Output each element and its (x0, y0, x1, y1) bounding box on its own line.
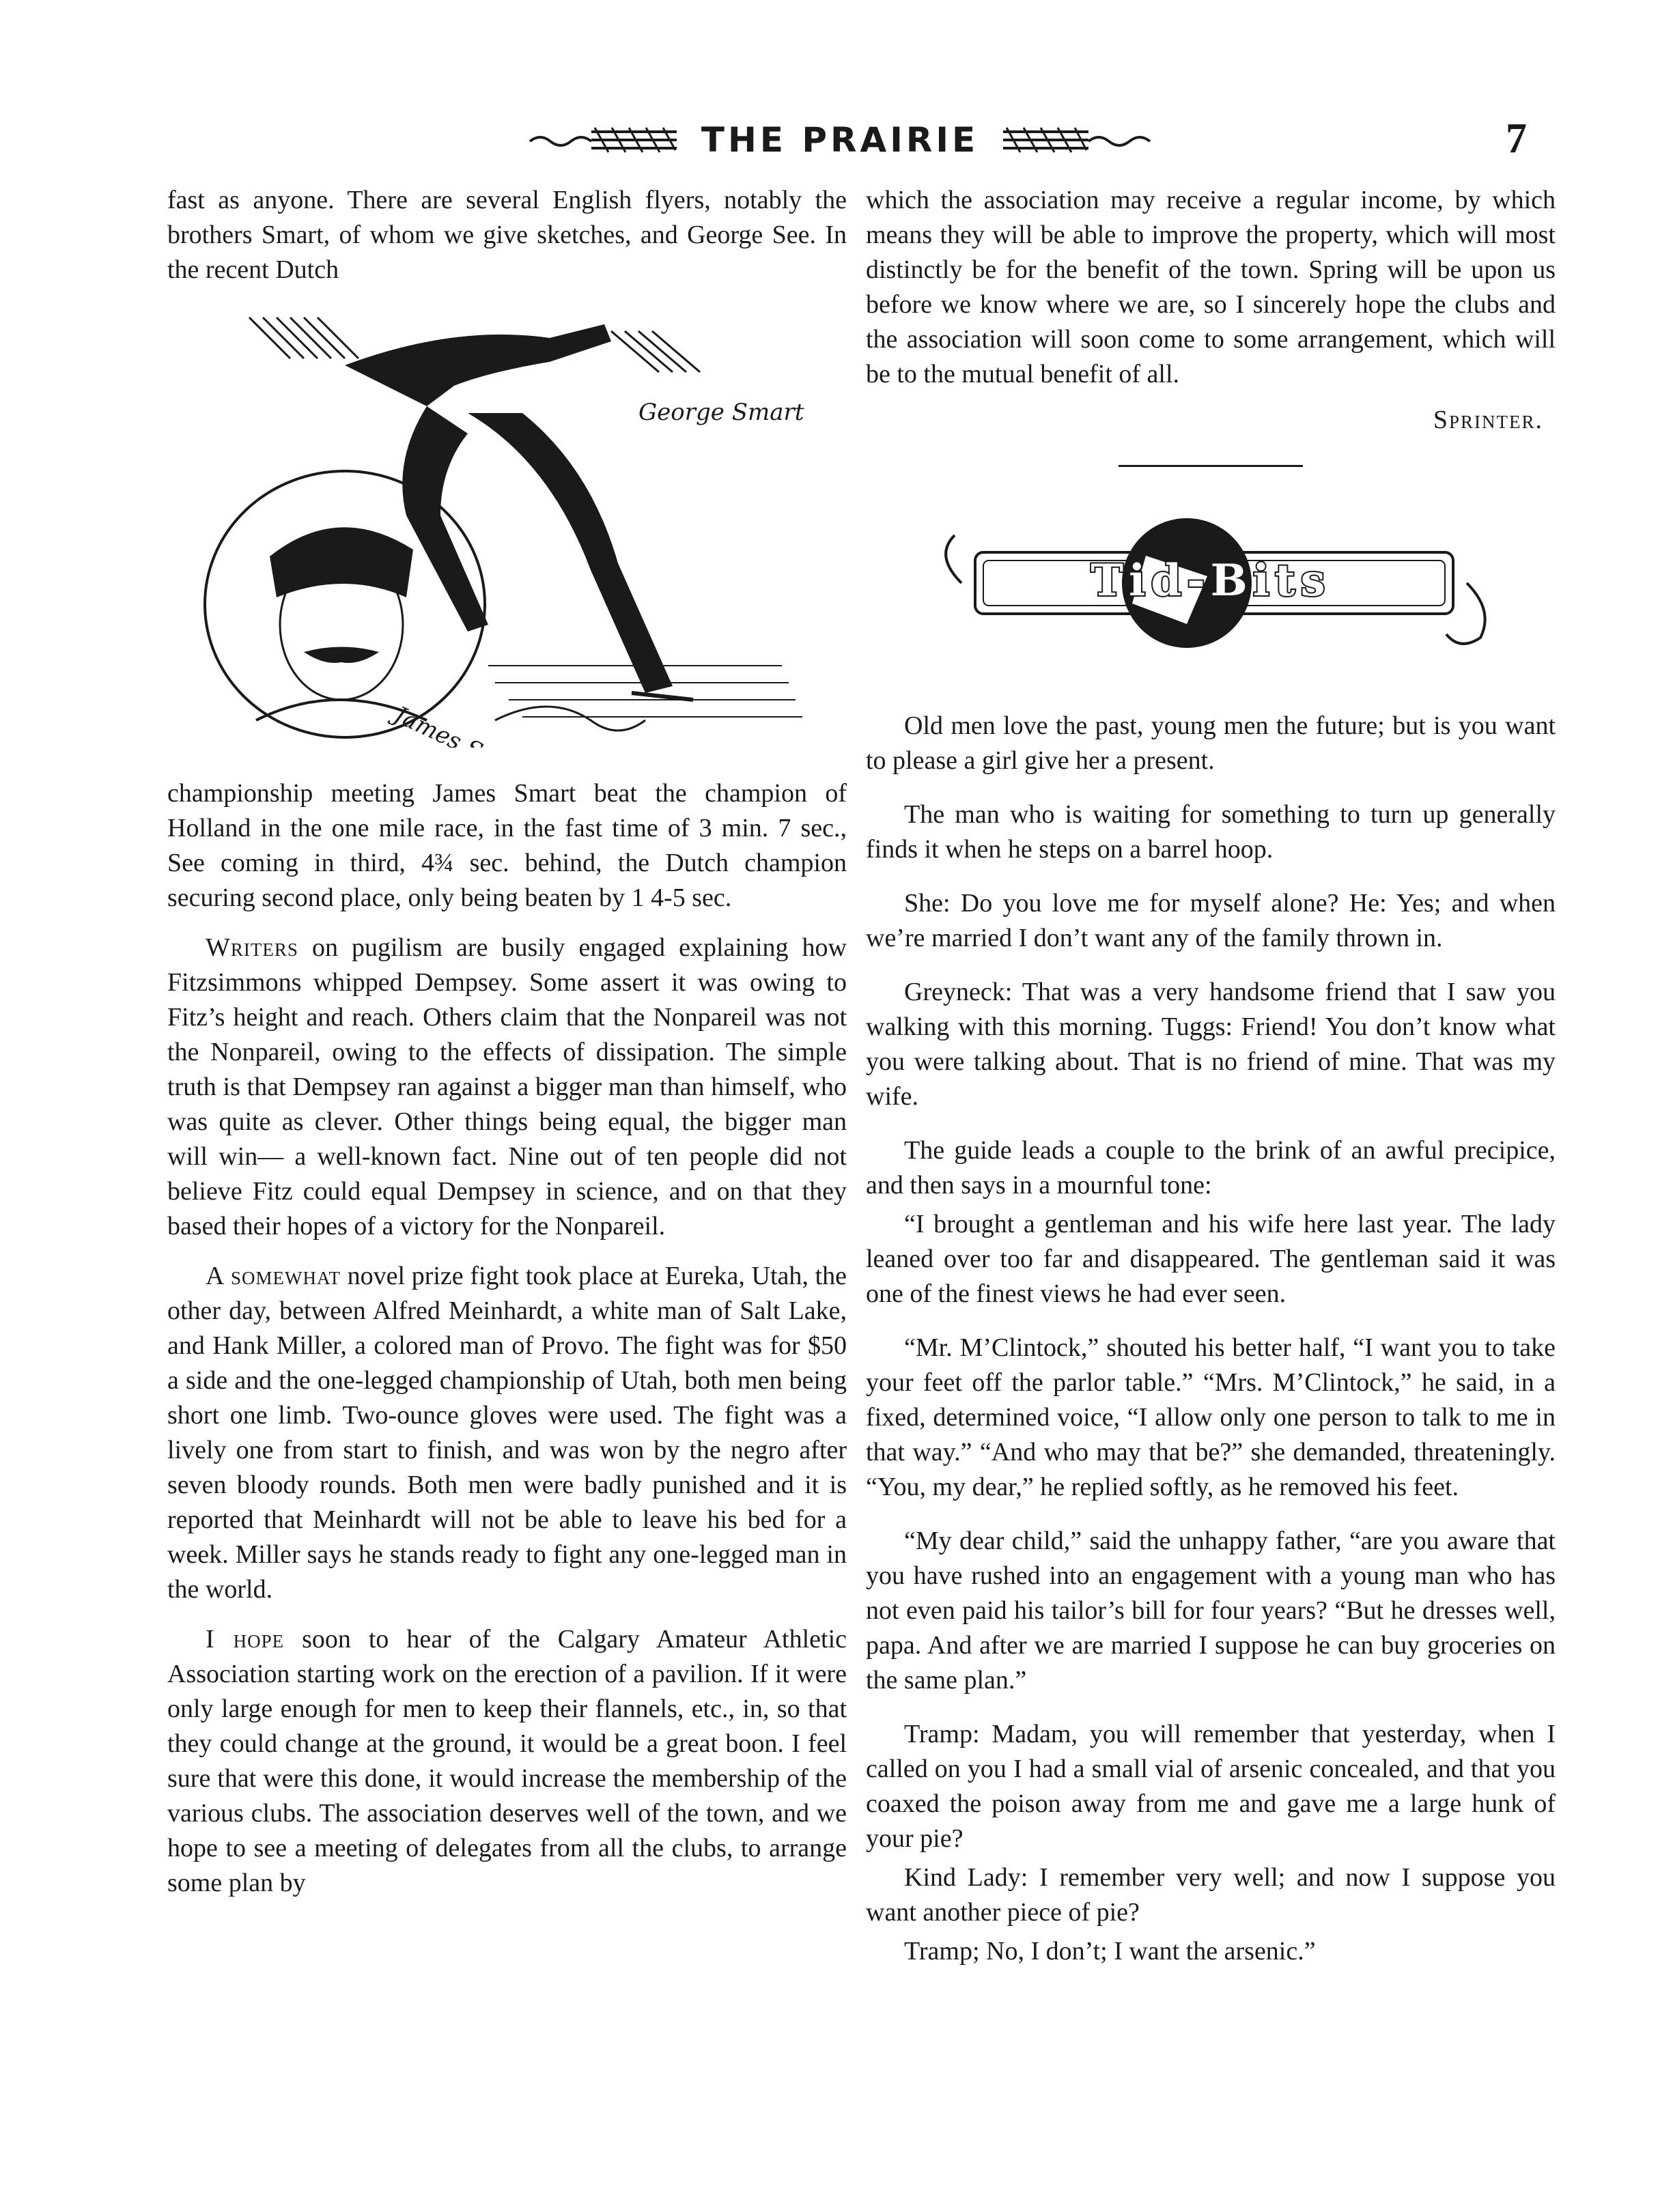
tidbits-list (866, 709, 1556, 1969)
championship-paragraph: championship meeting James Smart beat the champion of Holland in the one mile race, in the fast time of 3 min. 7 sec., See coming in third, 4¾ sec. behind, the Dutch champion securing second place, only being beaten by 1 4-5 sec. (167, 779, 847, 912)
intro-paragraph: fast as anyone. There are several English flyers, notably the brothers Smart, of whom we give sketches, and George See. In the recent Dutch (167, 186, 847, 284)
pavilion-paragraph (167, 1622, 847, 1901)
continuation-paragraph: which the association may receive a regular income, by which means they will be able to improve the property, which will most distinctly be for the benefit of the town. Spring will be upon us before we know where we are, so I sincerely hope the clubs and the association will soon come to some arrangement, which will be to the mutual benefit of all. (866, 186, 1556, 388)
somewhat-body: novel prize fight took place at Eureka, Utah, the other day, between Alfred Meinhardt, a white man of Salt Lake, and Hank Miller, a colored man of Provo. The fight was for $50 a side and the one-legged championship of Utah, both men being short one limb. Two-ounce gloves were used. The fight was a lively one from start to finish, and was won by the negro after seven bloody rounds. Both men were badly punished and it is reported that Meinhardt will not be able to leave his bed for a week. Miller says he stands ready to fight any one-legged man in the world. (167, 1262, 847, 1604)
writers-lead: Writers (206, 933, 298, 962)
right-ornament-icon (996, 119, 1153, 160)
james-smart-label: James Smart (390, 700, 538, 748)
tidbit-paragraph: Tramp: Madam, you will remember that yesterday, when I called on you I had a small vial of arsenic concealed, and that you coaxed the poison away from me and gave me a large hunk of your pie? (866, 1720, 1556, 1853)
writers-body: on pugilism are busily engaged explaining how Fitzsimmons whipped Dempsey. Some assert it was owing to Fitz’s height and reach. Others claim that the Nonpareil was not the Nonpareil, owing to the effects of dissipation. The simple truth is that Dempsey ran against a bigger man than himself, who was quite as clever. Other things being equal, the bigger man will win— a well-known fact. Nine out of ten people did not believe Fitz could equal Dempsey in science, and on that they based their hopes of a victory for the Nonpareil. (167, 933, 847, 1240)
hope-body: soon to hear of the Calgary Amateur Athletic Association starting work on the erection of a pavilion. If it were only large enough for men to keep their flannels, etc., in, so that they could change at the ground, it would be a great boon. I feel sure that were this done, it would increase the membership of the various clubs. The association deserves well of the town, and we hope to see a meeting of delegates from all the clubs, to arrange some plan by (167, 1625, 847, 1897)
tidbit-paragraph: The man who is waiting for something to turn up generally finds it when he steps on a barrel hoop. (866, 800, 1556, 864)
signature: Sprinter. (1433, 406, 1543, 434)
right-column (866, 183, 1556, 1988)
somewhat-lead: A somewhat (206, 1262, 341, 1290)
section-divider (1119, 465, 1303, 467)
tidbit-paragraph: “My dear child,” said the unhappy father, “are you aware that you have rushed into an engagement with a young man who has not even paid his tailor’s bill for four years? “But he dresses well, papa. And after we are married I suppose he can buy groceries on the same plan.” (866, 1527, 1556, 1695)
tidbit-paragraph: Old men love the past, young men the future; but is you want to please a girl give her a present. (866, 711, 1556, 775)
masthead-title: THE PRAIRIE (701, 120, 979, 160)
tidbit-paragraph: She: Do you love me for myself alone? He: Yes; and when we’re married I don’t want any of the family thrown in. (866, 889, 1556, 952)
hope-lead: I hope (206, 1625, 285, 1654)
tidbit-paragraph: Kind Lady: I remember very well; and now I suppose you want another piece of pie? (866, 1863, 1556, 1927)
page-number: 7 (1506, 115, 1527, 162)
tidbits-heading-banner (866, 487, 1556, 672)
left-column (167, 183, 847, 1916)
tidbit-paragraph: Greyneck: That was a very handsome friend that I saw you walking with this morning. Tuggs: Friend! You don’t know what you were talking about. That is no friend of mine. That was my wife. (866, 978, 1556, 1111)
left-ornament-icon (526, 119, 684, 160)
smart-brothers-illustration (167, 311, 847, 748)
tidbit-paragraph: “I brought a gentleman and his wife here last year. The lady leaned over too far and disappeared. The gentleman said it was one of the finest views he had ever seen. (866, 1210, 1556, 1308)
tidbit-paragraph: Tramp; No, I don’t; I want the arsenic.” (904, 1937, 1316, 1966)
prize-fight-paragraph (167, 1259, 847, 1607)
george-smart-label: George Smart (638, 399, 804, 426)
writers-paragraph (167, 931, 847, 1244)
tidbit-paragraph: “Mr. M’Clintock,” shouted his better half, “I want you to take your feet off the parlor table.” “Mrs. M’Clintock,” he said, in a fixed, determined voice, “I allow only one person to talk to me in that way.” “And who may that be?” she demanded, threateningly. “You, my dear,” he replied softly, as he removed his feet. (866, 1333, 1556, 1501)
tidbits-heading: Tid-Bits (1091, 555, 1331, 606)
page-header (498, 109, 1181, 171)
tidbit-paragraph: The guide leads a couple to the brink of an awful precipice, and then says in a mournful tone: (866, 1136, 1556, 1200)
